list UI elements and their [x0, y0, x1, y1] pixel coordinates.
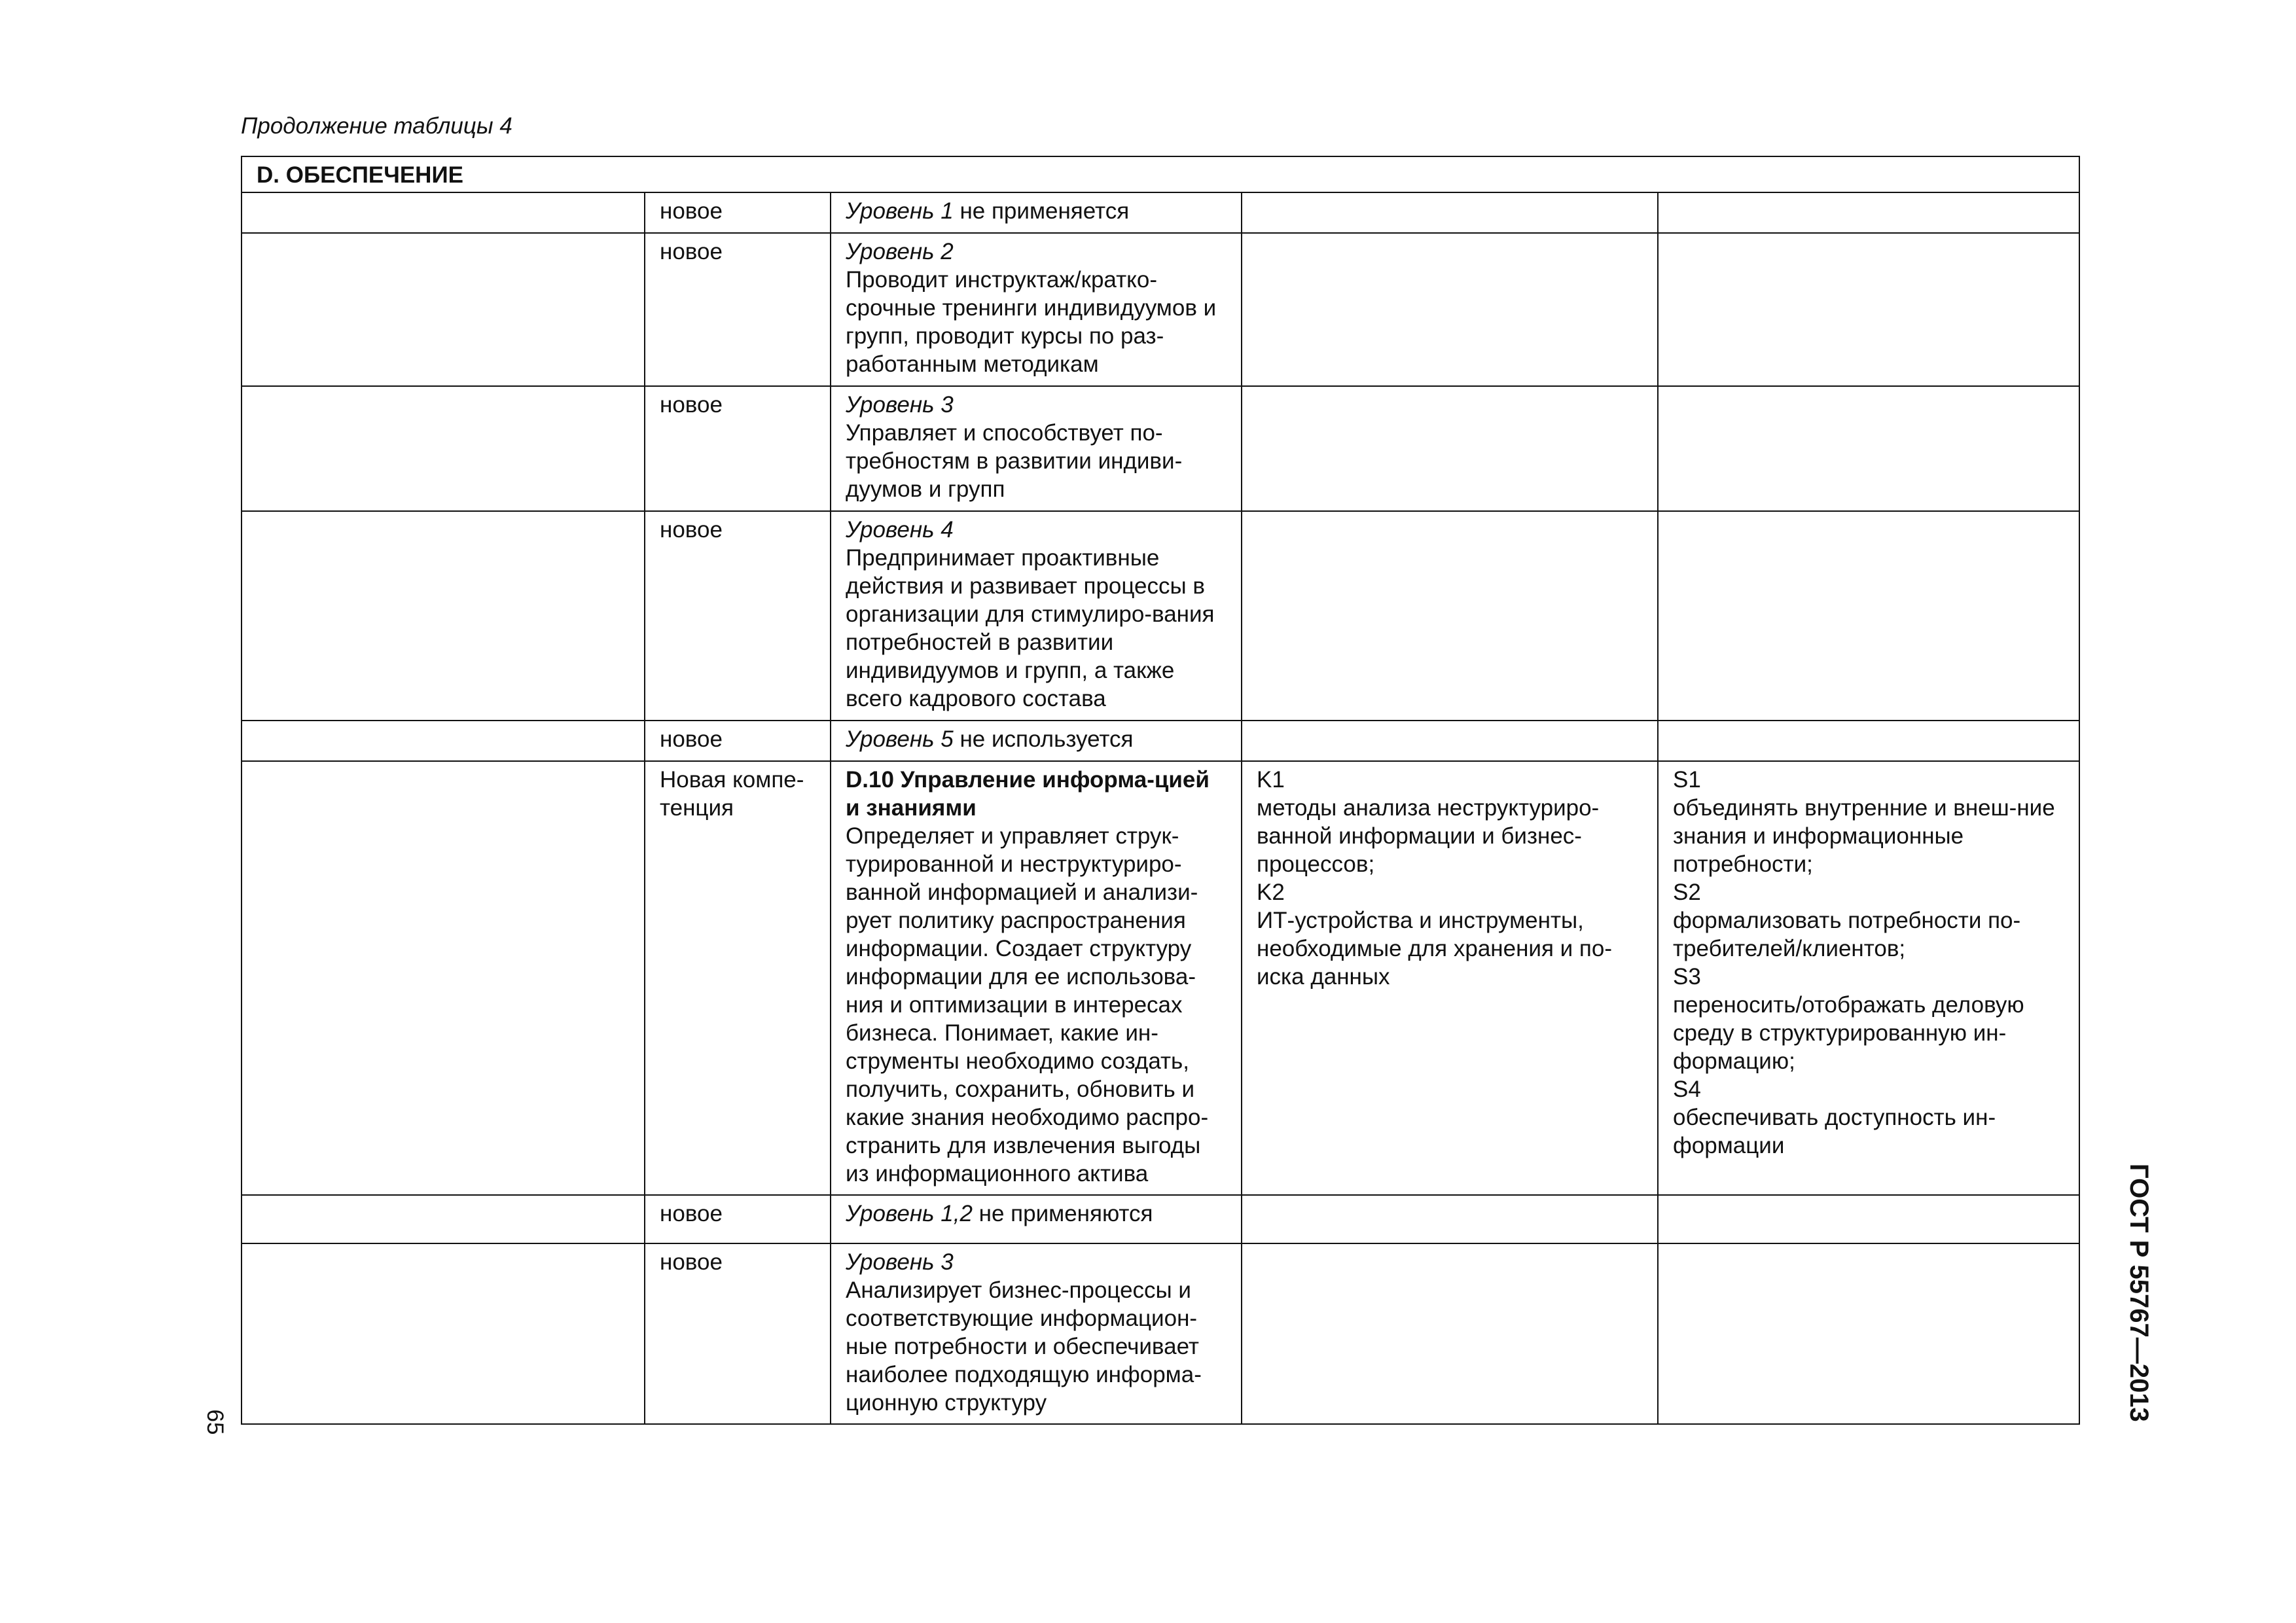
skills-cell [1658, 1243, 2079, 1424]
level-label: Уровень 2 [846, 239, 954, 264]
level-label: Уровень 1,2 [846, 1201, 973, 1226]
level-description: Управляет и способствует по-требностям в развитии индиви-дуумов и групп [846, 420, 1183, 502]
knowledge-text: методы анализа неструктуриро-ванной информации и бизнес-процессов; [1257, 795, 1600, 877]
empty-cell [242, 233, 645, 386]
status-cell: новое [645, 721, 831, 761]
status-cell: новое [645, 1243, 831, 1424]
skills-cell [1658, 192, 2079, 233]
standard-code: ГОСТ Р 55767—2013 [2125, 1164, 2153, 1422]
section-title: D. ОБЕСПЕЧЕНИЕ [242, 156, 2079, 192]
level-label: Уровень 5 [846, 726, 954, 752]
level-label: Уровень 1 [846, 198, 954, 224]
skills-cell [1658, 511, 2079, 721]
skill-code: S1 [1673, 767, 1701, 793]
knowledge-cell [1242, 386, 1658, 511]
description-cell [831, 1195, 1242, 1243]
skill-code: S4 [1673, 1077, 1701, 1102]
description-cell [831, 192, 1242, 233]
empty-cell [242, 1195, 645, 1243]
competence-title: D.10 Управление информа-цией и знаниями [846, 767, 1210, 821]
description-cell [831, 233, 1242, 386]
description-cell [831, 721, 1242, 761]
level-description: Анализирует бизнес-процессы и соответствующие информацион-ные потребности и обеспечивает наиболее подходящую информа-ционную структуру [846, 1277, 1202, 1416]
skills-cell [1658, 233, 2079, 386]
skills-cell [1658, 761, 2079, 1195]
level-label: Уровень 3 [846, 392, 954, 418]
skill-text: формализовать потребности по-требителей/клиентов; [1673, 908, 2021, 961]
table-row [242, 1195, 2079, 1243]
knowledge-cell [1242, 1195, 1658, 1243]
table-row [242, 192, 2079, 233]
status-cell: новое [645, 1195, 831, 1243]
status-cell: Новая компе-тенция [645, 761, 831, 1195]
table-row [242, 721, 2079, 761]
empty-cell [242, 761, 645, 1195]
status-cell: новое [645, 386, 831, 511]
skill-text: обеспечивать доступность ин-формации [1673, 1105, 1996, 1158]
skill-text: переносить/отображать деловую среду в структурированную ин-формацию; [1673, 992, 2024, 1074]
skills-cell [1658, 721, 2079, 761]
knowledge-cell [1242, 511, 1658, 721]
table-row [242, 233, 2079, 386]
skill-text: объединять внутренние и внеш-ние знания и информационные потребности; [1673, 795, 2055, 877]
table-row [242, 511, 2079, 721]
empty-cell [242, 1243, 645, 1424]
knowledge-code: K1 [1257, 767, 1285, 793]
description-cell [831, 761, 1242, 1195]
section-header-row [242, 156, 2079, 192]
level-description: Проводит инструктаж/кратко-срочные тренинги индивидуумов и групп, проводит курсы по раз-работанным методикам [846, 267, 1217, 377]
empty-cell [242, 511, 645, 721]
skills-cell [1658, 1195, 2079, 1243]
level-label: Уровень 4 [846, 517, 954, 543]
skill-code: S3 [1673, 964, 1701, 990]
description-cell [831, 511, 1242, 721]
status-cell: новое [645, 192, 831, 233]
status-cell: новое [645, 511, 831, 721]
level-description: не применяются [972, 1201, 1153, 1226]
competence-description: Определяет и управляет струк-турированной и неструктуриро-ванной информацией и анализи-рует политику распространения информации. Создает структуру информации для ее использова-ния и оптимизации в интересах бизнеса. Понимает, какие ин-струменты необходимо создать, получить, сохранить, обновить и какие знания необходимо распро-странить для извлечения выгоды из информационного актива [846, 823, 1209, 1186]
competence-row [242, 761, 2079, 1195]
table-row [242, 386, 2079, 511]
description-cell [831, 386, 1242, 511]
empty-cell [242, 386, 645, 511]
level-description: не применяется [953, 198, 1130, 224]
level-label: Уровень 3 [846, 1249, 954, 1275]
page-number: 65 [202, 1409, 228, 1435]
knowledge-cell [1242, 721, 1658, 761]
level-description: не используется [953, 726, 1134, 752]
competence-table [241, 156, 2080, 1425]
knowledge-cell [1242, 192, 1658, 233]
skill-code: S2 [1673, 880, 1701, 905]
knowledge-text: ИТ-устройства и инструменты, необходимые для хранения и по-иска данных [1257, 908, 1612, 990]
level-description: Предпринимает проактивные действия и развивает процессы в организации для стимулиро-вания потребностей в развитии индивидуумов и групп, а также всего кадрового состава [846, 545, 1215, 711]
knowledge-cell [1242, 233, 1658, 386]
table-row [242, 1243, 2079, 1424]
knowledge-code: K2 [1257, 880, 1285, 905]
empty-cell [242, 721, 645, 761]
skills-cell [1658, 386, 2079, 511]
empty-cell [242, 192, 645, 233]
status-cell: новое [645, 233, 831, 386]
knowledge-cell [1242, 761, 1658, 1195]
description-cell [831, 1243, 1242, 1424]
knowledge-cell [1242, 1243, 1658, 1424]
table-caption: Продолжение таблицы 4 [241, 113, 512, 139]
